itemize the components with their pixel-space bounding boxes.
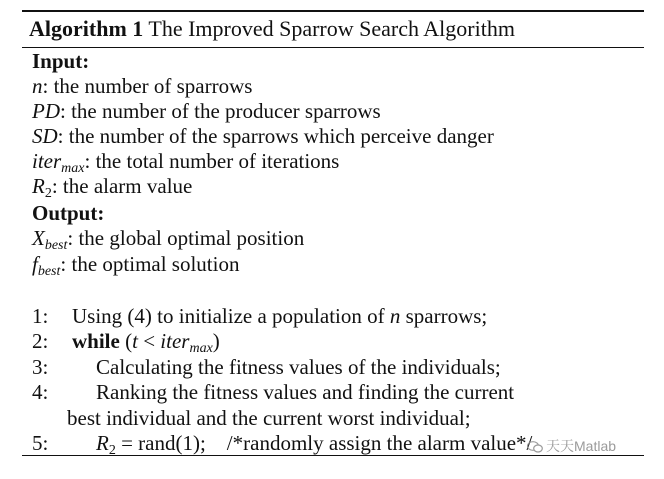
while-keyword: while (72, 329, 120, 353)
top-rule (22, 10, 644, 12)
var-iter: iter (32, 149, 62, 173)
var-sd: SD (32, 124, 58, 148)
step-4-continuation: best individual and the current worst individual; (67, 406, 471, 430)
step-4-text: Ranking the fitness values and finding the current (96, 380, 515, 404)
output-xbest-desc: : the global optimal position (67, 226, 305, 250)
var-r: R (32, 174, 45, 198)
step-2-sub: max (189, 341, 213, 356)
var-r-sub: 2 (44, 186, 52, 201)
step-1-number: 1: (32, 304, 49, 328)
step-2-var-iter: iter (160, 329, 190, 353)
step-1-pre: Using (4) to initialize a population of (72, 304, 390, 328)
step-1-var: n (389, 304, 401, 328)
output-heading: Output: (32, 201, 105, 225)
var-pd: PD (32, 99, 60, 123)
step-5-number: 5: (32, 431, 49, 455)
algorithm-title (29, 16, 515, 42)
step-2-number: 2: (32, 329, 49, 353)
input-pd (32, 99, 381, 124)
step-1-post: sparrows; (400, 304, 488, 328)
input-r2-desc: : the alarm value (51, 174, 193, 198)
output-fbest (32, 252, 239, 284)
step-5-var: R (96, 431, 109, 455)
var-x-sub: best (44, 238, 68, 253)
input-sd-desc: : the number of the sparrows which perceive danger (57, 124, 494, 148)
title-rule (22, 47, 644, 48)
step-3-number: 3: (32, 355, 49, 379)
watermark-text: 天天Matlab (546, 438, 617, 454)
input-n (32, 74, 252, 99)
step-5 (32, 431, 532, 463)
input-sd (32, 124, 494, 149)
step-2-close: ) (212, 329, 220, 353)
step-4-number: 4: (32, 380, 49, 404)
watermark (527, 436, 616, 456)
var-n: n (32, 74, 43, 98)
input-pd-desc: : the number of the producer sparrows (60, 99, 381, 123)
step-3 (32, 355, 501, 380)
step-5-sub: 2 (108, 443, 116, 458)
step-2-var-t: t (132, 329, 138, 353)
algorithm-box (22, 10, 644, 456)
input-n-desc: : the number of sparrows (42, 74, 253, 98)
var-iter-sub: max (61, 161, 85, 176)
step-4 (32, 380, 514, 405)
step-2-open: ( (119, 329, 133, 353)
step-3-text: Calculating the fitness values of the individuals; (96, 355, 501, 379)
output-fbest-desc: : the optimal solution (60, 252, 240, 276)
var-f-sub: best (37, 264, 61, 279)
step-2-lt: < (137, 329, 161, 353)
algorithm-name: The Improved Sparrow Search Algorithm (148, 16, 515, 41)
input-heading: Input: (32, 49, 90, 73)
var-f: f (32, 252, 38, 276)
var-x: X (32, 226, 45, 250)
input-iter-desc: : the total number of iterations (84, 149, 340, 173)
algorithm-label: Algorithm 1 (29, 16, 144, 41)
wechat-icon (527, 441, 543, 453)
step-1 (32, 304, 487, 329)
step-5-text: = rand(1); /*randomly assign the alarm value*/ (115, 431, 533, 455)
